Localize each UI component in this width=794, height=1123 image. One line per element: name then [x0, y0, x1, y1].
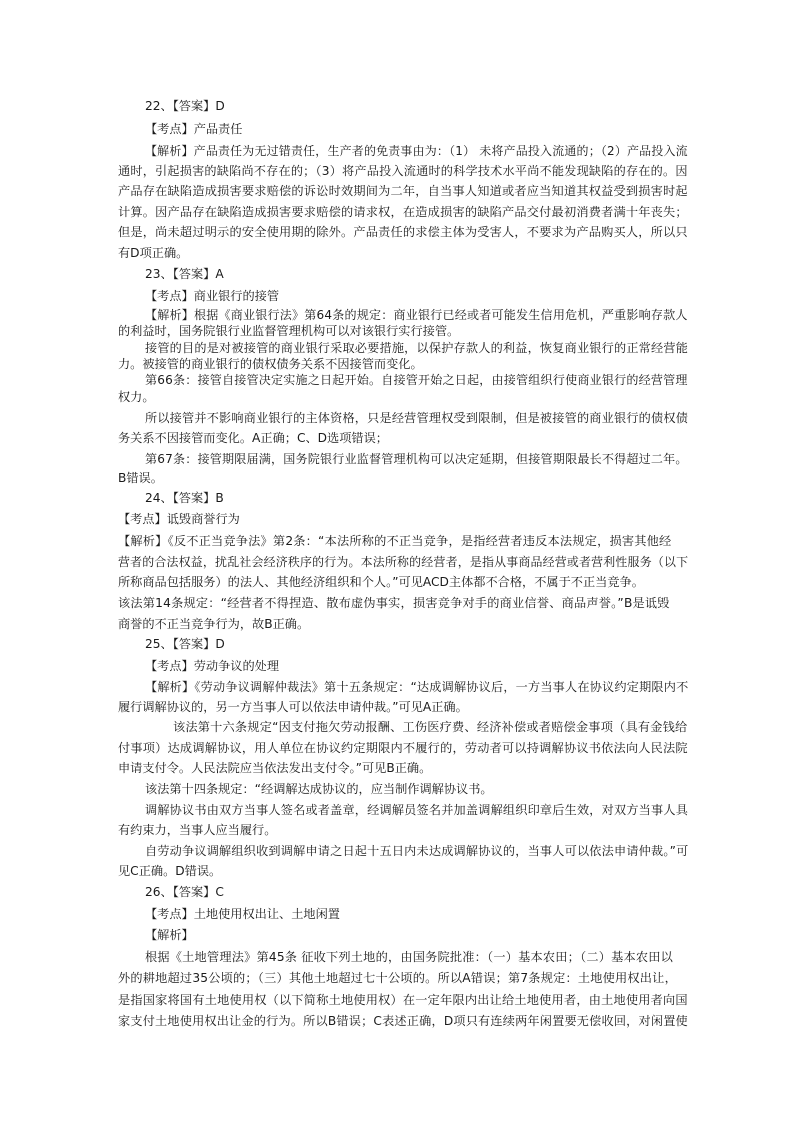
analysis-22-line: 但是，尚未超过明示的安全使用期的除外。产品责任的求偿主体为受害人，不要求为产品购买人，所以只: [118, 225, 688, 239]
analysis-24-line: 【解析】《反不正当竞争法》第2条：“本法所称的不正当竞争，是指经营者违反本法规定，损害其他经: [118, 534, 672, 548]
analysis-26-line: 根据《土地管理法》第45条 征收下列土地的，由国务院批准：（一）基本农田；（二）基本农田以: [145, 950, 674, 964]
analysis-25-line: 该法第十四条规定：“经调解达成协议的，应当制作调解协议书。: [145, 782, 493, 796]
analysis-25-line: 见C正确。D错误。: [118, 864, 222, 878]
analysis-23-line: 第67条：接管期限届满，国务院银行业监督管理机构可以决定延期，但接管期限最长不得超过二年。: [145, 452, 688, 466]
analysis-23-line: 【解析】根据《商业银行法》第64条的规定：商业银行已经或者可能发生信用危机，严重影响存款人: [145, 308, 688, 322]
analysis-23-line: 权力。: [118, 390, 155, 404]
analysis-26-line: 外的耕地超过35公顷的；（三）其他土地超过七十公顷的。所以A错误；第7条规定：土地使用权出让，: [118, 971, 677, 985]
analysis-25-line: 该法第十六条规定“因支付拖欠劳动报酬、工伤医疗费、经济补偿或者赔偿金事项（具有金钱给: [173, 720, 688, 734]
answer-22-heading: 22、【答案】D: [145, 99, 225, 113]
analysis-26-line: 家支付土地使用权出让金的行为。所以B错误；C表述正确，D项只有连续两年闲置要无偿收回，对闲置使: [118, 1014, 688, 1028]
analysis-22-line: 有D项正确。: [118, 246, 189, 260]
analysis-22-line: 通时，引起损害的缺陷尚不存在的；（3）将产品投入流通时的科学技术水平尚不能发现缺陷的存在的。因: [118, 164, 688, 178]
analysis-24-line: 该法第14条规定：“经营者不得捏造、散布虚伪事实，损害竞争对手的商业信誉、商品声誉。”B是诋毁: [118, 596, 670, 610]
analysis-23-line: 第66条：接管自接管决定实施之日起开始。自接管开始之日起，由接管组织行使商业银行的经营管理: [145, 373, 688, 387]
analysis-25-line: 调解协议书由双方当事人签名或者盖章，经调解员签名并加盖调解组织印章后生效，对双方当事人具: [145, 803, 689, 817]
analysis-25-line: 申请支付令。人民法院应当依法发出支付令。”可见B正确。: [118, 761, 432, 775]
topic-23: 【考点】商业银行的接管: [145, 289, 280, 303]
answer-23-heading: 23、【答案】A: [145, 267, 224, 281]
answer-24-heading: 24、【答案】B: [145, 491, 224, 505]
analysis-25-line: 付事项）达成调解协议，用人单位在协议约定期限内不履行的，劳动者可以持调解协议书依法向人民法院: [118, 741, 688, 755]
analysis-23-line: 所以接管并不影响商业银行的主体资格，只是经营管理权受到限制，但是被接管的商业银行的债权债: [145, 411, 689, 425]
analysis-25-line: 自劳动争议调解组织收到调解申请之日起十五日内未达成调解协议的，当事人可以依法申请仲裁。”可: [145, 844, 689, 858]
topic-24: 【考点】诋毁商誉行为: [118, 512, 240, 526]
analysis-25-line: 有约束力，当事人应当履行。: [118, 823, 277, 837]
topic-26: 【考点】土地使用权出让、土地闲置: [145, 907, 340, 921]
answer-25-heading: 25、【答案】D: [145, 637, 225, 651]
analysis-24-line: 商誉的不正当竞争行为，故B正确。: [118, 617, 310, 631]
analysis-23-line: 务关系不因接管而变化。A正确；C、D选项错误；: [118, 431, 388, 445]
analysis-22-line: 计算。因产品存在缺陷造成损害要求赔偿的请求权，在造成损害的缺陷产品交付最初消费者满十年丧失；: [118, 205, 688, 219]
analysis-23-line: 力。被接管的商业银行的债权债务关系不因接管而变化。: [118, 357, 423, 371]
analysis-23-line: 的利益时，国务院银行业监督管理机构可以对该银行实行接管。: [118, 324, 460, 338]
analysis-25-line: 【解析】《劳动争议调解仲裁法》第十五条规定：“达成调解协议后，一方当事人在协议约定期限内不: [145, 680, 689, 694]
analysis-26-line: 是指国家将国有土地使用权（以下简称土地使用权）在一定年限内出让给土地使用者，由土地使用者向国: [118, 993, 688, 1007]
topic-25: 【考点】劳动争议的处理: [145, 659, 280, 673]
analysis-25-line: 履行调解协议的，另一方当事人可以依法申请仲裁。”可见A正确。: [118, 700, 468, 714]
analysis-22-line: 【解析】产品责任为无过错责任，生产者的免责事由为：（1） 未将产品投入流通的；（2）产品投入流: [145, 144, 688, 158]
analysis-26-label: 【解析】: [145, 928, 194, 942]
analysis-23-line: B错误。: [118, 471, 163, 485]
analysis-24-line: 所称商品包括服务）的法人、其他经济组织和个人。”可见ACD主体都不合格，不属于不正当竞争。: [118, 575, 644, 589]
answer-26-heading: 26、【答案】C: [145, 885, 224, 899]
topic-22: 【考点】产品责任: [145, 122, 243, 136]
analysis-24-line: 营者的合法权益，扰乱社会经济秩序的行为。本法所称的经营者，是指从事商品经营或者营利性服务（以下: [118, 555, 689, 569]
analysis-22-line: 产品存在缺陷造成损害要求赔偿的诉讼时效期间为二年，自当事人知道或者应当知道其权益受到损害时起: [118, 184, 688, 198]
analysis-23-line: 接管的目的是对被接管的商业银行采取必要措施，以保护存款人的利益，恢复商业银行的正常经营能: [145, 341, 689, 355]
